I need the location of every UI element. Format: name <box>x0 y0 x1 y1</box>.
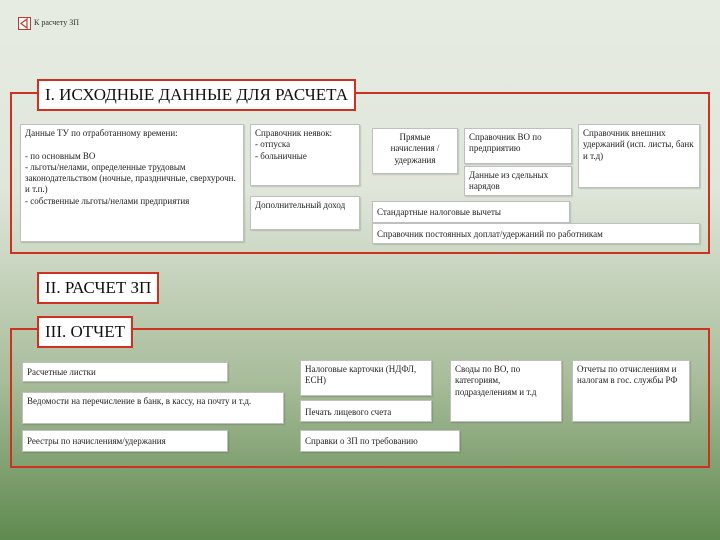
summaries-box: Своды по ВО, по категориям, подразделениям и т.д <box>450 360 562 422</box>
personal-account-box: Печать лицевого счета <box>300 400 432 422</box>
section2-heading: II. РАСЧЕТ ЗП <box>37 272 159 304</box>
state-reports-box: Отчеты по отчислениям и налогам в гос. службы РФ <box>572 360 690 422</box>
back-arrow-icon[interactable] <box>18 17 31 30</box>
tax-cards-box: Налоговые карточки (НДФЛ, ЕСН) <box>300 360 432 396</box>
direct-accruals-box: Прямые начисления / удержания <box>372 128 458 174</box>
extra-income-box: Дополнительный доход <box>250 196 360 230</box>
section1-heading: I. ИСХОДНЫЕ ДАННЫЕ ДЛЯ РАСЧЕТА <box>37 79 356 111</box>
tu-data-box: Данные ТУ по отработанному времени: - по основным ВО - льготы/нелами, определенные трудовым законодательством (ночные, праздничные, сверхурочн. и т.п.) - собственные льготы/нелами предприятия <box>20 124 244 242</box>
registers-box: Реестры по начислениям/удержания <box>22 430 228 452</box>
back-link[interactable]: К расчету ЗП <box>34 18 80 27</box>
vo-reference-box: Справочник ВО по предприятию <box>464 128 572 164</box>
section3-heading: III. ОТЧЕТ <box>37 316 133 348</box>
piecework-box: Данные из сдельных нарядов <box>464 166 572 196</box>
certificates-box: Справки о ЗП по требованию <box>300 430 460 452</box>
payslips-box: Расчетные листки <box>22 362 228 382</box>
sick-leave-box: Справочник неявок: - отпуска - больничные <box>250 124 360 186</box>
bank-statements-box: Ведомости на перечисление в банк, в кассу, на почту и т.д. <box>22 392 284 424</box>
permanent-allowances-box: Справочник постоянных доплат/удержаний по работникам <box>372 223 700 244</box>
tax-deductions-box: Стандартные налоговые вычеты <box>372 201 570 223</box>
external-deductions-box: Справочник внешних удержаний (исп. листы, банк и т.д) <box>578 124 700 188</box>
